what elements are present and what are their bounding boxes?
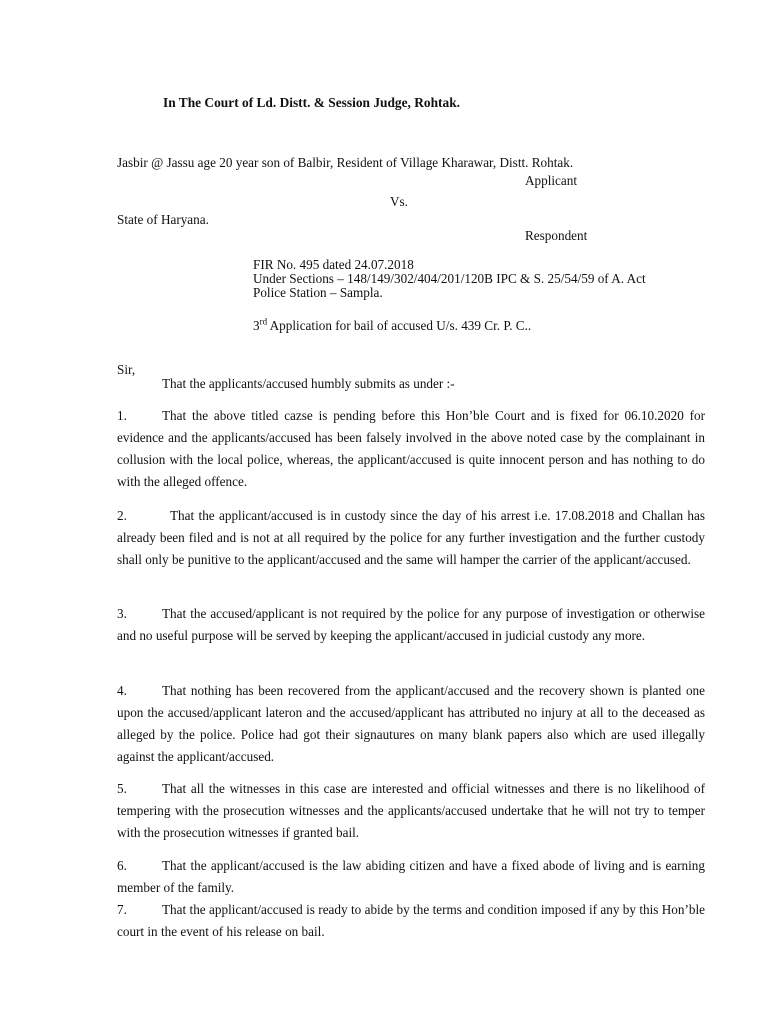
fir-number: FIR No. 495 dated 24.07.2018 [253,257,414,272]
application-text: Application for bail of accused U/s. 439 Cr. P. C.. [267,318,532,333]
applicant-label: Applicant [525,173,578,188]
paragraph-4 [117,680,705,768]
under-sections: Under Sections – 148/149/302/404/201/120B IPC & S. 25/54/59 of A. Act [253,271,646,286]
paragraph-number: 6. [117,858,127,873]
police-station: Police Station – Sampla. [253,285,383,300]
paragraph-2 [117,505,705,571]
application-ordinal: 3 [253,318,260,333]
paragraph-text: That the applicant/accused is ready to abide by the terms and condition imposed if any by this Hon’ble court in the event of his release on bail. [117,902,705,939]
court-heading: In The Court of Ld. Distt. & Session Judge, Rohtak. [163,95,460,110]
paragraph-number: 4. [117,683,127,698]
intro-line: That the applicants/accused humbly submits as under :- [162,376,455,391]
paragraph-5 [117,778,705,844]
paragraph-text: That all the witnesses in this case are interested and official witnesses and there is no likelihood of tempering with the prosecution witnesses and the applicants/accused undertake that he will not try to temper with the prosecution witnesses if granted bail. [117,781,705,840]
applicant-details: Jasbir @ Jassu age 20 year son of Balbir, Resident of Village Kharawar, Distt. Rohtak. [117,155,574,170]
application-title [253,318,531,334]
paragraph-number: 5. [117,781,127,796]
respondent-details: State of Haryana. [117,212,209,227]
respondent-label: Respondent [525,228,588,243]
paragraph-1 [117,405,705,493]
paragraph-text: That the applicant/accused is in custody since the day of his arrest i.e. 17.08.2018 and Challan has already been filed and is not at all required by the police for any further investigation and the further custody shall only be punitive to the applicant/accused and the same will hamper the carrier of the applicant/accused. [117,508,705,567]
paragraph-7 [117,899,705,943]
application-ordinal-suffix: rd [259,316,268,327]
paragraph-text: That nothing has been recovered from the applicant/accused and the recovery shown is planted one upon the accused/applicant lateron and the accused/applicant has attributed no injury at all to the deceased as alleged by the police. Police had got their signautures on many blank papers also which are used illegally against the applicant/accused. [117,683,705,764]
paragraph-6 [117,855,705,899]
paragraph-text: That the above titled cazse is pending before this Hon’ble Court and is fixed for 06.10.2020 for evidence and the applicants/accused has been falsely involved in the above noted case by the complainant in collusion with the local police, whereas, the applicant/accused is quite innocent person and has nothing to do with the alleged offence. [117,408,705,489]
paragraph-text: That the accused/applicant is not required by the police for any purpose of investigation or otherwise and no useful purpose will be served by keeping the applicant/accused in judicial custody any more. [117,606,705,643]
paragraph-number: 1. [117,408,127,423]
paragraph-3 [117,603,705,647]
paragraph-number: 2. [117,508,127,523]
salutation: Sir, [117,362,136,377]
paragraph-number: 3. [117,606,127,621]
versus-label: Vs. [390,194,408,209]
paragraph-text: That the applicant/accused is the law abiding citizen and have a fixed abode of living and is earning member of the family. [117,858,705,895]
paragraph-number: 7. [117,902,127,917]
